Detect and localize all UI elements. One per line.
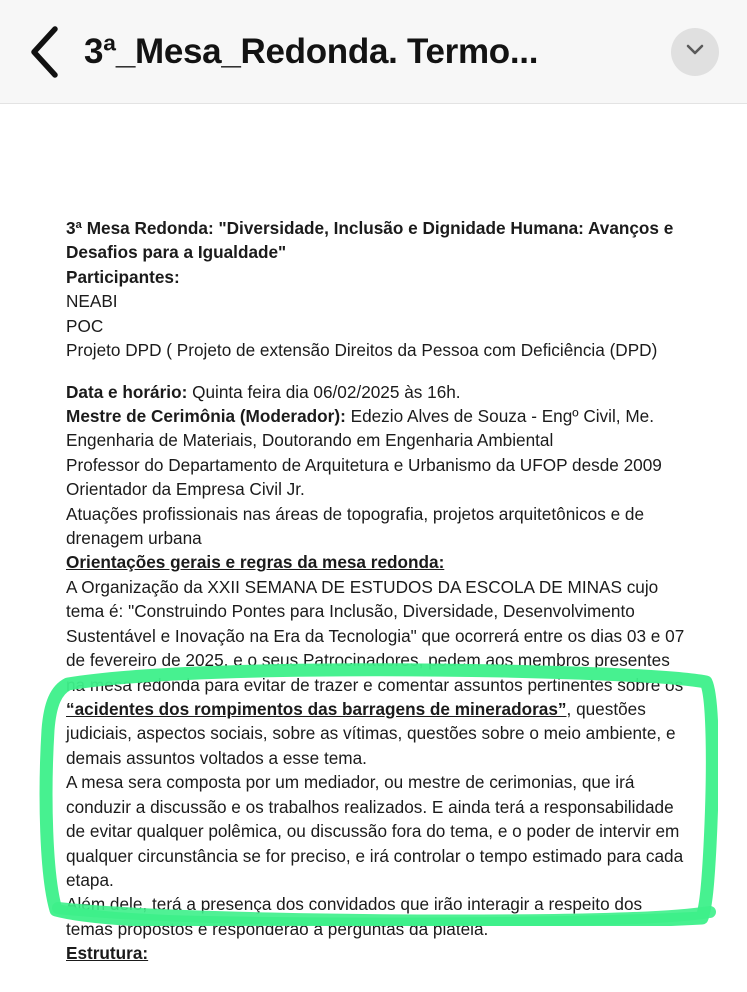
host-line-3: Orientador da Empresa Civil Jr. <box>66 479 305 500</box>
spacer <box>66 363 686 380</box>
guidelines-paragraph <box>66 575 686 770</box>
back-button[interactable] <box>22 25 66 79</box>
participant-item: NEABI <box>66 291 118 312</box>
guidelines-text-b: , questões judiciais, aspectos sociais, sobre as vítimas, questões sobre o meio ambiente, e demais assuntos voltados a esse tema. <box>66 699 676 768</box>
structure-label: Estrutura: <box>66 943 149 964</box>
chevron-left-icon <box>27 25 61 79</box>
date-line <box>66 380 686 404</box>
date-value: Quinta feira dia 06/02/2025 às 16h. <box>187 381 461 402</box>
date-label: Data e horário: <box>66 381 188 402</box>
host-value: Edezio Alves de Souza - Engº Civil, Me. Engenharia de Materiais, Doutorando em Engenharia Ambiental <box>66 405 654 451</box>
guidelines-highlight-term: “acidentes dos rompimentos das barragens de mineradoras” <box>66 699 567 720</box>
viewer-header <box>0 0 747 104</box>
host-line <box>66 404 686 453</box>
host-line-2: Professor do Departamento de Arquitetura e Urbanismo da UFOP desde 2009 <box>66 454 662 475</box>
chevron-down-icon <box>682 36 708 67</box>
host-line-4: Atuações profissionais nas áreas de topografia, projetos arquitetônicos e de drenagem urbana <box>66 503 645 549</box>
host-label: Mestre de Cerimônia (Moderador): <box>66 405 346 426</box>
guidelines-text-a: A Organização da XXII SEMANA DE ESTUDOS DA ESCOLA DE MINAS cujo tema é: "Construindo Pontes para Inclusão, Diversidade, Desenvolvimento Sustentável e Inovação na Era da Tecnologia" que ocorrerá entre os dias 03 e 07 de fevereiro de 2025, e o seus Patrocinadores, pedem aos membros presentes na mesa redonda para evitar de trazer e comentar assuntos pertinentes sobre os <box>66 576 685 695</box>
document-text-body <box>66 216 686 966</box>
document-heading: 3ª Mesa Redonda: "Diversidade, Inclusão e Dignidade Humana: Avanços e Desafios para a Igualdade" <box>66 218 674 263</box>
participants-label: Participantes: <box>66 266 180 287</box>
expand-details-button[interactable] <box>671 28 719 76</box>
participant-item: POC <box>66 315 104 336</box>
guidelines-title: Orientações gerais e regras da mesa redonda: <box>66 552 445 573</box>
document-title: 3ª_Mesa_Redonda. Termo... <box>84 31 539 71</box>
participant-item: Projeto DPD ( Projeto de extensão Direitos da Pessoa com Deficiência (DPD) <box>66 340 658 361</box>
body-paragraph-3: Além dele, terá a presença dos convidados que irão interagir a respeito dos temas propostos e responderão a perguntas da plateia. <box>66 894 643 939</box>
document-canvas[interactable] <box>0 104 747 992</box>
body-paragraph-2: A mesa sera composta por um mediador, ou mestre de cerimonias, que irá conduzir a discussão e os trabalhos realizados. E ainda terá a responsabilidade de evitar qualquer polêmica, ou discussão fora do tema, e o poder de intervir em qualquer circunstância se for preciso, e irá controlar o tempo estimado para cada etapa. <box>66 772 684 890</box>
